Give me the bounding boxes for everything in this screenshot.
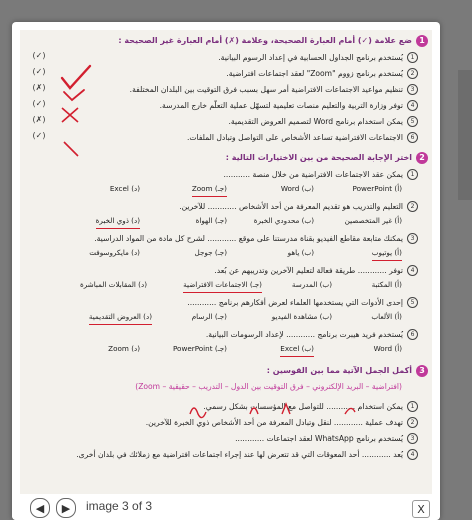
s2-q6-option-c: (جـ) PowerPoint <box>172 344 227 353</box>
s2-question-number: 3 <box>407 233 418 244</box>
handwritten-annotations <box>20 30 432 516</box>
s1-item-text: يُستخدم برنامج زووم "Zoom" لعقد اجتماعات افتراضية. <box>226 68 403 78</box>
section1-number: 1 <box>416 35 428 47</box>
section3-heading-text: أكمل الجمل الآتية مما بين القوسين : <box>266 366 412 375</box>
s1-item-text: توفر وزارة التربية والتعليم منصات تعليمية لتسهّل عملية التعلّم خارج المدرسة. <box>159 100 403 110</box>
s2-q5-option-c: (جـ) الرسام <box>191 312 227 321</box>
s2-q2-option-c: (جـ) الهواة <box>195 216 227 225</box>
section3-number: 3 <box>416 365 428 377</box>
s2-q5-option-a: (أ) الألعاب <box>371 312 402 321</box>
s2-q5-option-d: (د) العروض التقديمية <box>89 312 152 325</box>
lightbox-window <box>12 22 440 520</box>
s1-answer-mark: (✓) <box>32 99 46 108</box>
s2-question-text: إحدى الأدوات التي يستخدمها العلماء لعرض أفكارهم برنامج ............ <box>187 297 403 307</box>
s2-question-number: 4 <box>407 265 418 276</box>
s1-item-number: 6 <box>407 132 418 143</box>
chevron-left-icon: ◀ <box>35 501 45 515</box>
lightbox-footer <box>12 494 440 520</box>
s2-q1-option-c: (جـ) Zoom <box>192 184 227 197</box>
s2-q6-option-d: (د) Zoom <box>108 344 140 353</box>
s3-item-number: 4 <box>407 449 418 460</box>
s2-q6-option-b: (ب) Excel <box>280 344 314 357</box>
s1-item-text: يمكن استخدام برنامج Word لتصميم العروض التقديمية. <box>228 116 403 126</box>
s3-item-number: 2 <box>407 417 418 428</box>
s1-item-number: 3 <box>407 84 418 95</box>
s1-item-number: 1 <box>407 52 418 63</box>
s3-word-bank: (افتراضية – البريد الإلكتروني – فرق التوقيت بين الدول – التدريب – حقيقية – Zoom) <box>135 382 402 391</box>
s2-question-number: 1 <box>407 169 418 180</box>
s1-item-text: تنظيم مواعيد الاجتماعات الافتراضية أمر سهل بسبب فرق التوقيت بين البلدان المختلفة. <box>129 84 403 94</box>
close-button[interactable] <box>412 500 430 518</box>
s2-q2-option-a: (أ) غير المتخصصين <box>344 216 402 225</box>
s1-answer-mark: (✗) <box>32 83 46 92</box>
s2-q6-option-a: (أ) Word <box>373 344 402 353</box>
s1-answer-mark: (✗) <box>32 115 46 124</box>
worksheet <box>20 30 432 516</box>
s1-item-text: الاجتماعات الافتراضية تساعد الأشخاص على التواصل وتبادل الملفات. <box>186 132 403 142</box>
s3-item-text: يُعد ............ أحد المعوقات التي قد تتعرض لها عند إجراء اجتماعات افتراضية مع زملائك في بلدان أخرى. <box>76 449 403 459</box>
s2-question-text: توفر ............ طريقة فعالة لتعليم الآخرين وتدريبهم عن بُعد. <box>214 265 403 275</box>
section1-heading-text: ضع علامة (✓) أمام العبارة الصحيحة، وعلامة (✗) أمام العبارة غير الصحيحة : <box>118 36 412 45</box>
s2-question-text: يمكن عقد الاجتماعات الافتراضية من خلال منصة ........... <box>223 169 403 179</box>
s2-q5-option-b: (ب) مشاهدة الفيديو <box>271 312 332 321</box>
s2-question-text: التعليم والتدريب هو تقديم المعرفة من أحد الأشخاص ............ للآخرين. <box>179 201 403 211</box>
s2-q3-option-c: (جـ) جوجل <box>194 248 227 257</box>
s2-q3-option-b: (ب) ياهو <box>287 248 314 257</box>
image-counter: image 3 of 3 <box>86 499 153 513</box>
s2-question-text: يُستخدم فريد هيبرت برنامج ............ لإعداد الرسومات البيانية. <box>205 329 403 339</box>
s2-question-number: 2 <box>407 201 418 212</box>
section2-number: 2 <box>416 152 428 164</box>
s2-q4-option-c: (جـ) الاجتماعات الافتراضية <box>183 280 262 293</box>
s1-item-number: 5 <box>407 116 418 127</box>
s3-item-text: يمكن استخدام ............ للتواصل مع المؤسسات بشكل رسمي. <box>203 401 403 411</box>
s2-q2-option-d: (د) ذوي الخبرة <box>96 216 140 229</box>
s3-item-number: 1 <box>407 401 418 412</box>
next-image-button[interactable] <box>56 498 76 518</box>
s3-item-number: 3 <box>407 433 418 444</box>
s2-q3-option-a: (أ) يوتيوب <box>372 248 402 261</box>
close-icon: X <box>417 502 425 516</box>
s2-q2-option-b: (ب) محدودي الخبرة <box>253 216 314 225</box>
s1-answer-mark: (✓) <box>32 51 46 60</box>
background-page-strip <box>458 70 472 200</box>
s3-item-text: تهدف عملية ............ لنقل وتبادل المعرفة من أحد الأشخاص ذوي الخبرة للآخرين. <box>145 417 403 427</box>
s2-q4-option-b: (ب) المدرسة <box>291 280 332 289</box>
s2-q4-option-d: (د) المقابلات المباشرة <box>79 280 147 289</box>
section2-heading-text: اختر الإجابة الصحيحة من بين الاختيارات التالية : <box>225 153 412 162</box>
s1-answer-mark: (✓) <box>32 131 46 140</box>
previous-image-button[interactable] <box>30 498 50 518</box>
chevron-right-icon: ▶ <box>61 501 71 515</box>
s2-question-number: 5 <box>407 297 418 308</box>
worksheet-photo <box>20 30 432 516</box>
s2-question-text: يمكنك متابعة مقاطع الفيديو بقناة مدرستنا على موقع ............ لشرح كل مادة من المواد الدراسية. <box>94 233 403 243</box>
s2-q3-option-d: (د) مايكروسوفت <box>89 248 140 257</box>
s2-q1-option-a: (أ) PowerPoint <box>352 184 402 193</box>
s3-item-text: يُستخدم برنامج WhatsApp لعقد اجتماعات ............ <box>235 433 403 443</box>
s1-item-number: 4 <box>407 100 418 111</box>
s1-item-number: 2 <box>407 68 418 79</box>
s2-question-number: 6 <box>407 329 418 340</box>
s1-item-text: يُستخدم برنامج الجداول الحسابية في إعداد الرسوم البيانية. <box>218 52 403 62</box>
s2-q4-option-a: (أ) المكتبة <box>371 280 402 289</box>
s2-q1-option-d: (د) Excel <box>109 184 140 193</box>
s2-q1-option-b: (ب) Word <box>280 184 314 193</box>
s1-answer-mark: (✓) <box>32 67 46 76</box>
